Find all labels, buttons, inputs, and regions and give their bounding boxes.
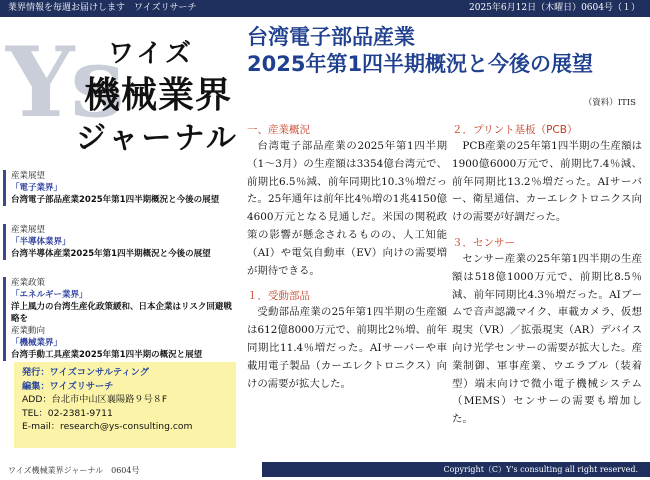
section-body: 台湾電子部品産業の2025年第1四半期（1〜3月）の生産額は3354億台湾元で、前期比6.5％減、前年同期比10.3％増だった。25年通年は前年比4％増の1兆4150億4600万元となる見通しだ。米国の関税政策の影響が懸念されるものの、人工知能（AI）や電気自動車（EV）向けの需要増が期待できる。	[247, 140, 447, 277]
toc-item[interactable]	[3, 325, 235, 361]
toc-tag: 「電子業界」	[11, 183, 63, 193]
section-body: 受動部品産業の25年第1四半期の生産額は612億8000万元で、前期比2％増、前年同期比11.4％増だった。AIサーバーや車載用電子製品（カーエレクトロニクス）向けの需要が拡大した。	[247, 306, 447, 390]
section-body: PCB産業の25年第1四半期の生産額は1900億6000万元で、前期比7.4％減、前年同期比13.2％増だった。AIサーバー、衛星通信、カーエレクトロニクス向けの需要が好調だった。	[452, 140, 642, 224]
toc-title: 洋上風力の台湾生産化政策緩和、日本企業はリスク回避戦略を	[11, 302, 232, 324]
logo-line-1: ワイズ	[108, 39, 194, 69]
section-body: センサー産業の25年第1四半期の生産額は518億1000万元で、前期比8.5％減、前年同期比4.3％増だった。AIブームで音声認識マイク、車載カメラ、仮想現実（VR）／拡張現実（AR）デバイス向け光学センサーの需要が拡大した。産業制御、軍事産業、ウエラブル（装着型）端末向けで微小電子機械システム（MEMS）センサーの需要も増加した。	[452, 252, 642, 426]
toc-item[interactable]	[3, 277, 235, 325]
top-banner	[0, 0, 650, 17]
toc-item[interactable]	[3, 224, 235, 260]
toc-category: 産業展望	[11, 171, 46, 181]
tagline: 業界情報を毎週お届けします ワイズリサーチ	[8, 3, 197, 13]
article-title	[247, 24, 593, 78]
toc-category: 産業展望	[11, 225, 46, 235]
footer-journal: ワイズ機械業界ジャーナル 0604号	[8, 466, 140, 475]
toc-tag: 「半導体業界」	[11, 237, 71, 247]
section-heading: １．受動部品	[247, 290, 310, 303]
logo-line-2: 機械業界	[84, 75, 233, 116]
article-column-left	[247, 122, 447, 393]
editor: 編集：ワイズリサーチ	[22, 380, 114, 392]
email-link[interactable]: E-mail：research@ys-consulting.com	[22, 421, 193, 432]
toc-title: 台湾電子部品産業2025年第1四半期概況と今後の展望	[11, 195, 220, 205]
address: ADD：台北市中山区襄陽路９号８F	[22, 394, 168, 405]
footer	[0, 462, 650, 480]
toc-title: 台湾半導体産業2025年第1四半期概況と今後の展望	[11, 249, 211, 259]
telephone: TEL：02-2381-9711	[22, 407, 113, 419]
section-heading: ２．プリント基板（PCB）	[452, 124, 578, 136]
footer-copyright: Copyright（C）Y's consulting all right reserved.	[262, 462, 650, 477]
issue-date: 2025年6月12日（木曜日）0604号（１）	[469, 3, 640, 13]
toc-item[interactable]	[3, 170, 235, 206]
contact-box	[14, 362, 236, 448]
publisher: 発行：ワイズコンサルティング	[22, 367, 149, 378]
logo-watermark: Ys	[6, 26, 121, 139]
article-column-right	[452, 122, 642, 429]
toc-category: 産業動向	[11, 326, 46, 336]
toc-title: 台湾手動工具産業2025年第1四半期の概況と展望	[11, 350, 203, 360]
section-heading: ３．センサー	[452, 236, 515, 249]
source-note: （資料）ITIS	[583, 98, 636, 108]
article-title-line-2: 2025年第1四半期概況と今後の展望	[247, 52, 594, 76]
section-heading: 一、産業概況	[247, 124, 310, 136]
article-title-line-1: 台湾電子部品産業	[247, 25, 415, 49]
logo-line-3: ジャーナル	[76, 121, 239, 156]
toc-tag: 「機械業界」	[11, 338, 63, 348]
journal-logo	[0, 17, 239, 167]
toc-category: 産業政策	[11, 278, 46, 288]
toc-tag: 「エネルギー業界」	[11, 290, 88, 300]
